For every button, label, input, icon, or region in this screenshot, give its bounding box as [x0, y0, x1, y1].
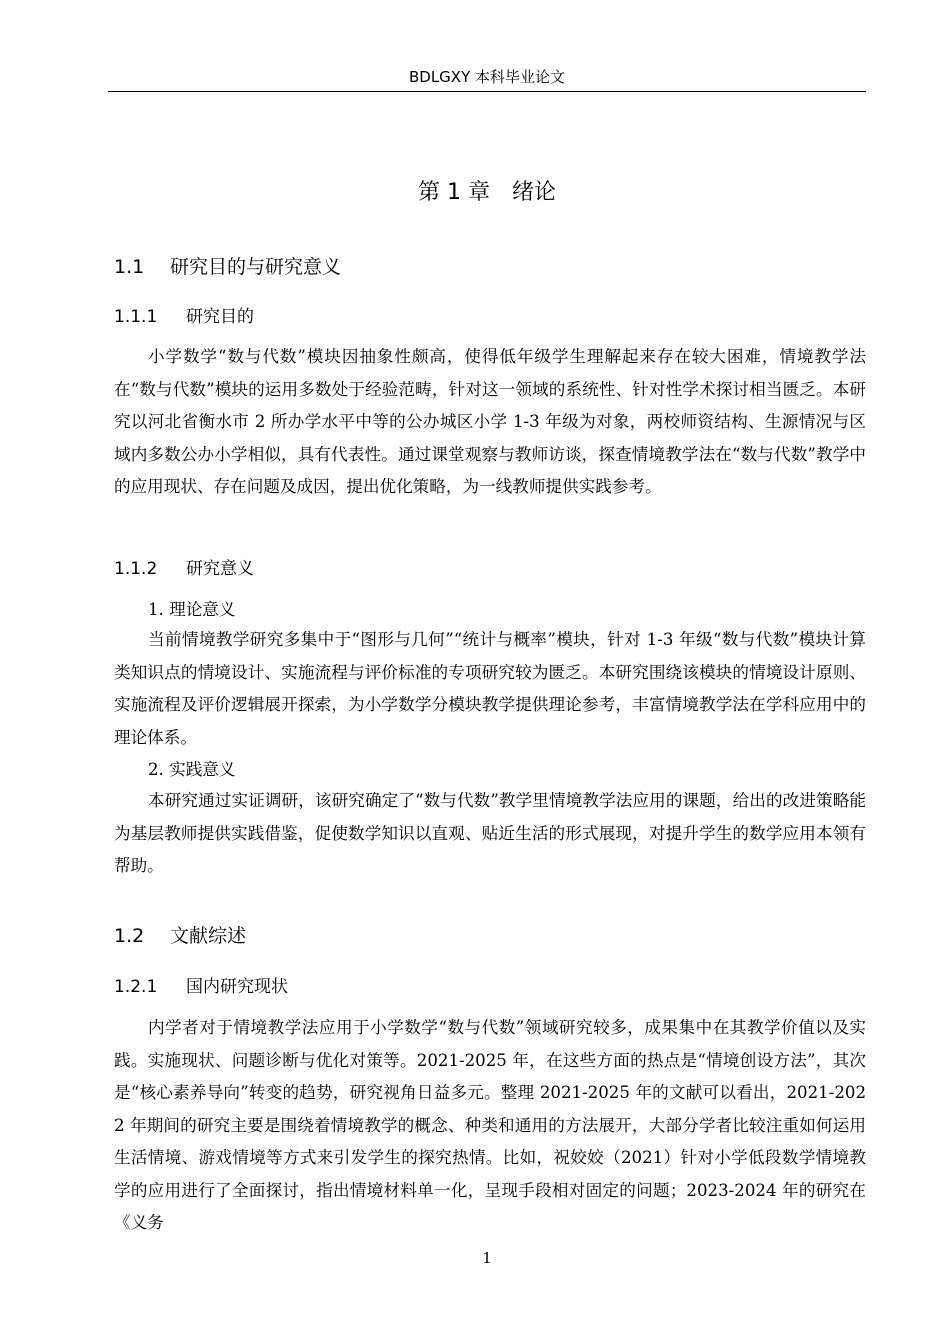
- section-number: 1.2.1: [114, 977, 158, 997]
- item-label-practical: 2. 实践意义: [148, 760, 236, 779]
- section-number: 1.1: [114, 256, 145, 278]
- section-heading-1-1-1: [114, 304, 254, 330]
- paragraph-practical-significance: 本研究通过实证调研，该研究确定了“数与代数”教学里情境教学法应用的课题，给出的改进策略能为基层教师提供实践借鉴，促使数学知识以直观、贴近生活的形式展现，对提升学生的数学应用本领有帮助。: [114, 791, 866, 875]
- chapter-title: 第 1 章 绪论: [418, 180, 556, 205]
- section-number: 1.2: [114, 925, 145, 947]
- item-label-theoretical: 1. 理论意义: [148, 600, 236, 619]
- section-title: 研究意义: [186, 559, 254, 579]
- section-title: 研究目的与研究意义: [170, 256, 342, 278]
- section-title: 文献综述: [170, 925, 247, 947]
- running-header: BDLGXY 本科毕业论文: [408, 68, 566, 86]
- section-number: 1.1.1: [114, 307, 158, 327]
- section-heading-1-2-1: [114, 974, 288, 1000]
- section-heading-1-1: [114, 253, 341, 281]
- section-title: 研究目的: [186, 307, 254, 327]
- section-heading-1-1-2: [114, 556, 254, 582]
- paragraph-research-purpose: 小学数学“数与代数”模块因抽象性颇高，使得低年级学生理解起来存在较大困难，情境教学法在“数与代数”模块的运用多数处于经验范畴，针对这一领域的系统性、针对性学术探讨相当匮乏。本研究以河北省衡水市 2 所办学水平中等的公办城区小学 1-3 年级为对象，两校师资结构、生源情况与区域内多数公办小学相似，具有代表性。通过课堂观察与教师访谈，探查情境教学法在“数与代数”教学中的应用现状、存在问题及成因，提出优化策略，为一线教师提供实践参考。: [114, 347, 866, 496]
- section-number: 1.1.2: [114, 559, 158, 579]
- page-number: 1: [482, 1249, 492, 1267]
- paragraph-domestic-research: 内学者对于情境教学法应用于小学数学“数与代数”领域研究较多，成果集中在其教学价值以及实践。实施现状、问题诊断与优化对策等。2021-2025 年，在这些方面的热点是“情境创设方法”，其次是“核心素养导向”转变的趋势，研究视角日益多元。整理 2021-2025 年的文献可以看出，2021-2022 年期间的研究主要是围绕着情境教学的概念、种类和通用的方法展开，大部分学者比较注重如何运用生活情境、游戏情境等方式来引发学生的探究热情。比如，祝姣姣（2021）针对小学低段数学情境教学的应用进行了全面探讨，指出情境材料单一化，呈现手段相对固定的问题；2023-2024 年的研究在《义务: [114, 1018, 866, 1232]
- header-rule: [108, 91, 866, 92]
- section-heading-1-2: [114, 922, 246, 950]
- section-title: 国内研究现状: [186, 977, 288, 997]
- paragraph-theoretical-significance: 当前情境教学研究多集中于“图形与几何”“统计与概率”模块，针对 1-3 年级“数与代数”模块计算类知识点的情境设计、实施流程与评价标准的专项研究较为匮乏。本研究围绕该模块的情境设计原则、实施流程及评价逻辑展开探索，为小学数学分模块教学提供理论参考，丰富情境教学法在学科应用中的理论体系。: [114, 630, 866, 747]
